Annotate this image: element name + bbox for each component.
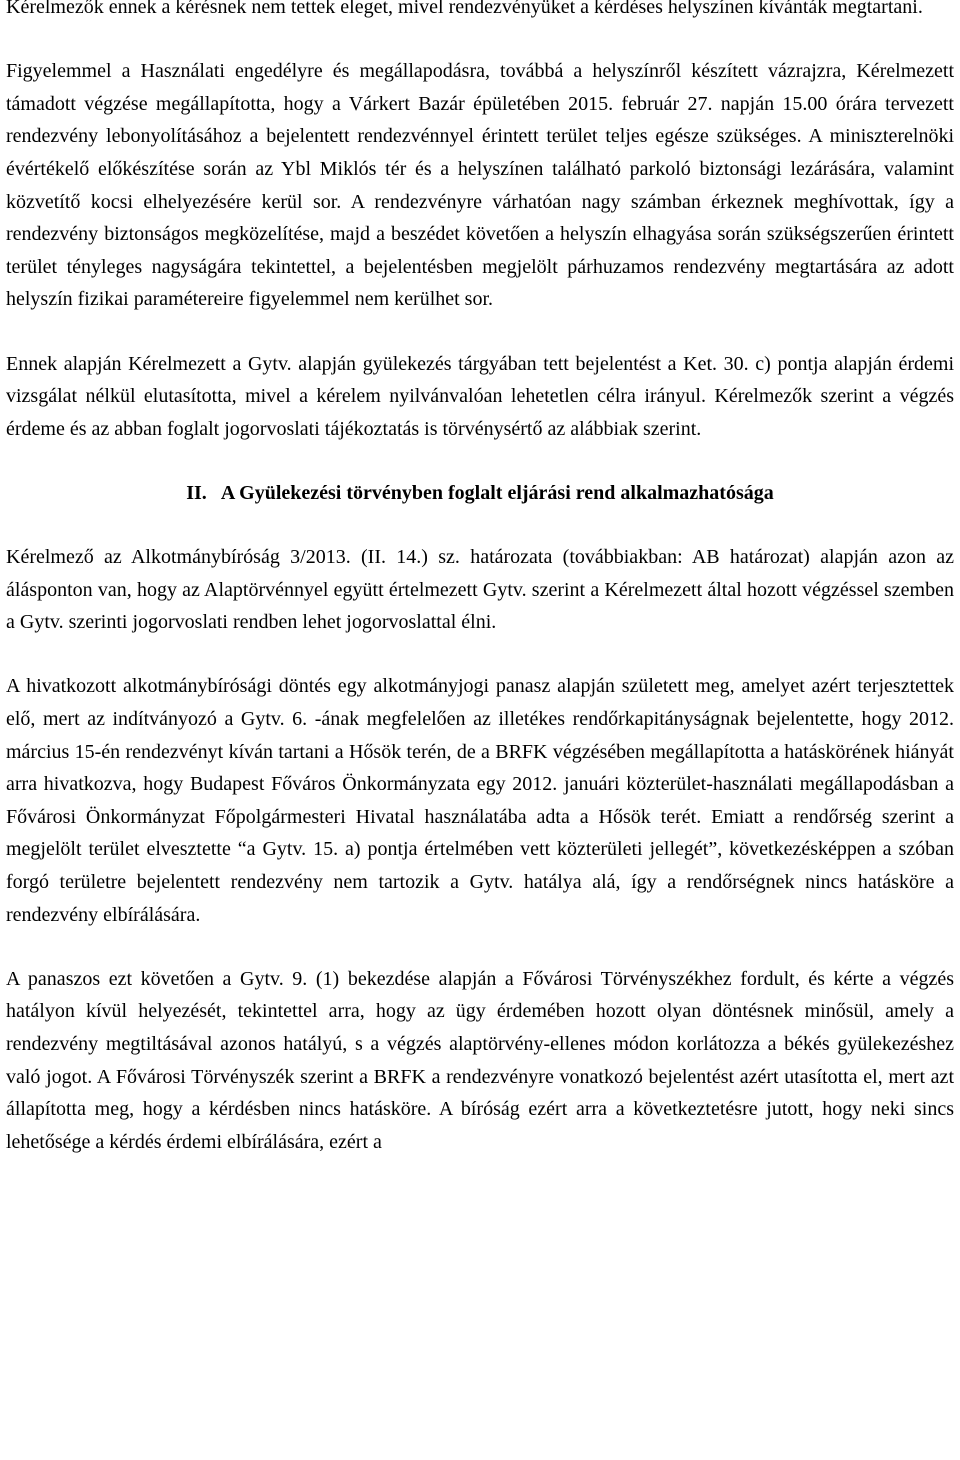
section-number: II. (186, 481, 207, 504)
paragraph-referenced-decision: A hivatkozott alkotmánybírósági döntés egy alkotmányjogi panasz alapján született meg, amelyet azért terjesztettek elő, mert az indítványozó a Gytv. 6. -ának megfelelően az illetékes rendőrkapitányságnak bejelentette, hogy 2012. március 15-én rendezvényt kíván tartani a Hősök terén, de a BRFK végzésében megállapította a hatáskörének hiányát arra hivatkozva, hogy Budapest Főváros Önkormányzata egy 2012. januári közterület-használati megállapodásban a Fővárosi Önkormányzat Főpolgármesteri Hivatal használatába adta a Hősök terét. Emiatt a rendőrség szerint a megjelölt terület elvesztette “a Gytv. 15. a) pontja értelmében vett közterületi jellegét”, következésképpen a szóban forgó területre bejelentett rendezvény nem tartozik a Gytv. hatálya alá, így a rendőrségnek nincs hatásköre a rendezvény elbírálására. (6, 675, 954, 926)
paragraph-applicants-intent: Kérelmezők ennek a kérésnek nem tettek eleget, mivel rendezvényüket a kérdéses helyszínen kívánták megtartani. (6, 0, 923, 18)
paragraph-rejection-basis: Ennek alapján Kérelmezett a Gytv. alapján gyülekezés tárgyában tett bejelentést a Ket. 30. c) pontja alapján érdemi vizsgálat nélkül elutasította, mivel a kérelem nyilvánvalóan lehetetlen célra irányul. Kérelmezők szerint a végzés érdeme és az abban foglalt jogorvoslati tájékoztatás is törvénysértő az alábbiak szerint. (6, 352, 954, 440)
paragraph-complainant-appeal: A panaszos ezt követően a Gytv. 9. (1) bekezdése alapján a Fővárosi Törvényszékhez fordult, és kérte a végzés hatályon kívül helyezését, tekintettel arra, hogy az ügy érdemében hozott olyan döntésnek minősül, amely a rendezvény megtiltásával azonos hatályú, s a végzés alaptörvény-ellenes módon korlátozza a békés gyülekezéshez való jogot. A Fővárosi Törvényszék szerint a BRFK a rendezvényre vonatkozó bejelentést azért utasította el, mert azt állapította meg, hogy a kérdésben nincs hatásköre. A bíróság ezért arra a következtetésre jutott, hogy neki sincs lehetősége a kérdés érdemi elbírálására, ezért a (6, 967, 954, 1153)
paragraph-constitutional-court-decision: Kérelmező az Alkotmánybíróság 3/2013. (II. 14.) sz. határozata (továbbiakban: AB határozat) alapján azon az álásponton van, hogy az Alaptörvénnyel együtt értelmezett Gytv. szerint a Kérelmezett által hozott végzéssel szemben a Gytv. szerinti jogorvoslati rendben lehet jogorvoslattal élni. (6, 546, 954, 634)
section-title: A Gyülekezési törvényben foglalt eljárási rend alkalmazhatósága (220, 481, 774, 504)
section-heading (6, 477, 954, 510)
document-page (6, 0, 954, 1190)
paragraph-usage-permit-findings: Figyelemmel a Használati engedélyre és megállapodásra, továbbá a helyszínről készített vázrajzra, Kérelmezett támadott végzése megállapította, hogy a Várkert Bazár épületében 2015. február 27. napján 15.00 órára tervezett rendezvény lebonyolításához a bejelentett rendezvénnyel érintett terület teljes egésze szükséges. A miniszterelnöki évértékelő előkészítése során az Ybl Miklós tér és a helyszínen található parkoló biztonsági lezárására, valamint közvetítő kocsi elhelyezésére kerül sor. A rendezvényre várhatóan nagy számban érkeznek meghívottak, így a rendezvény biztonságos megközelítése, majd a beszédet követően a helyszín elhagyása során szükségszerűen érintett terület tényleges nagyságára tekintettel, a bejelentésben megjelölt párhuzamos rendezvény megtartására az adott helyszín fizikai paramétereire figyelemmel nem kerülhet sor. (6, 60, 954, 311)
